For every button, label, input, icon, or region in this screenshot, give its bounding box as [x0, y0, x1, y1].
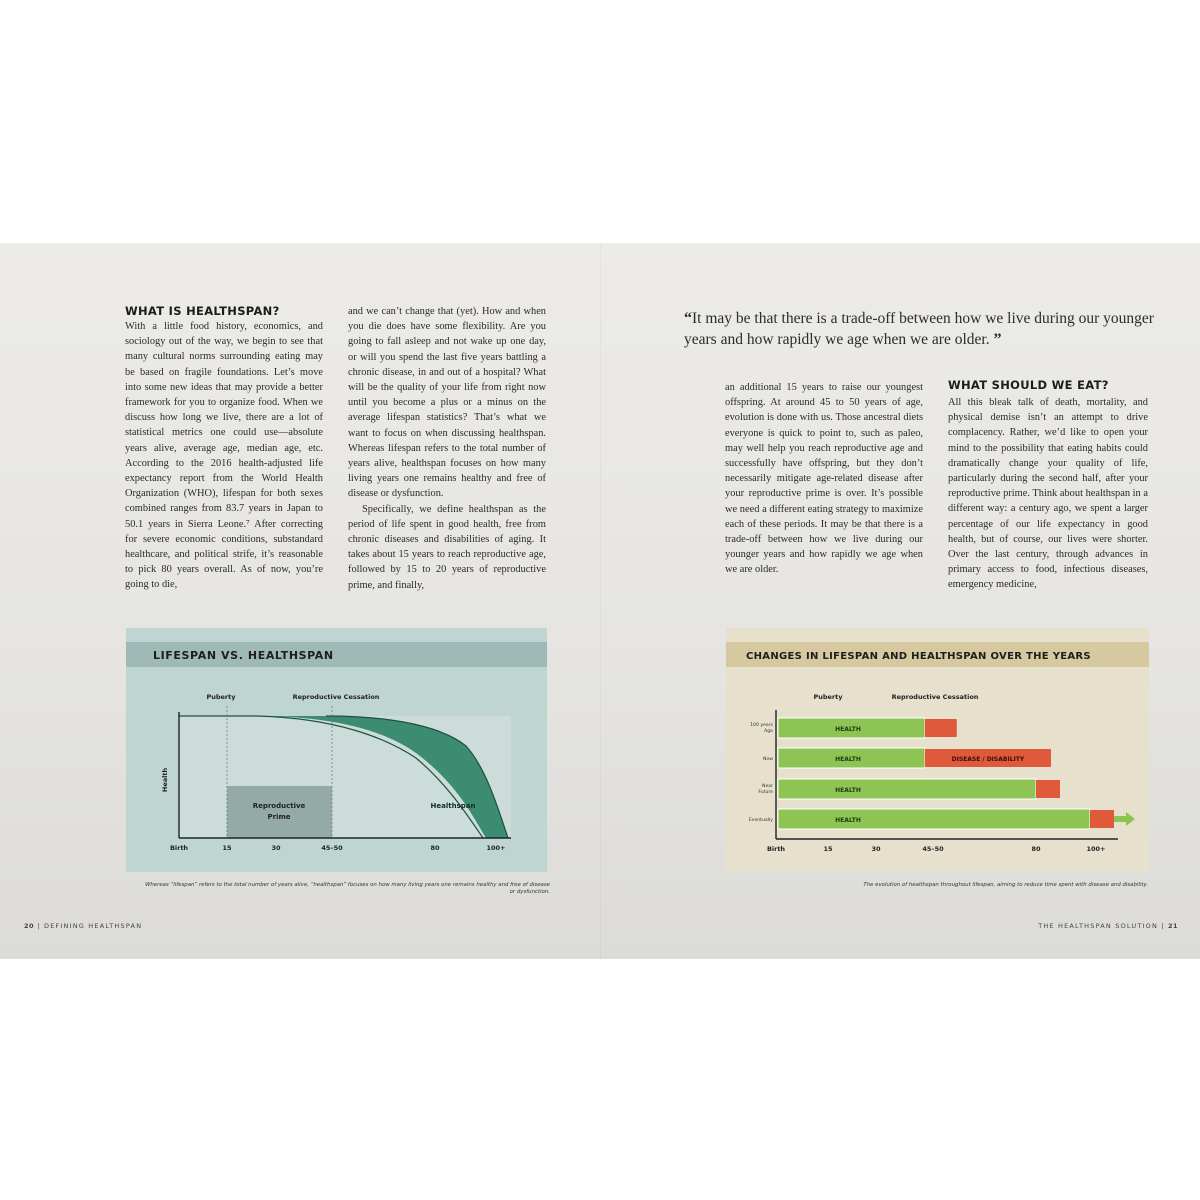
puberty-label: Puberty	[813, 693, 843, 701]
page-number: 21	[1167, 922, 1178, 930]
left-column-2	[348, 304, 546, 593]
x-tick-label: 15	[823, 845, 833, 853]
category-label: Now	[762, 757, 773, 762]
left-column-1	[125, 319, 323, 593]
running-head: THE HEALTHSPAN SOLUTION	[1038, 922, 1159, 930]
heading-what-is-healthspan: WHAT IS HEALTHSPAN?	[125, 304, 280, 318]
reproductive-prime-label-2: Prime	[267, 813, 291, 821]
x-tick-label: 80	[430, 844, 440, 852]
open-quote-mark: “	[684, 310, 692, 327]
reproductive-prime-label-1: Reproductive	[252, 802, 306, 810]
right-figure-caption: The evolution of healthspan throughout lifespan, aiming to reduce time spent with disease and disability.	[863, 882, 1148, 888]
paragraph: With a little food history, economics, and sociology out of the way, we begin to see that many cultural norms surrounding eating may be based on fragile foundations. Let’s move into some new ideas that may provide a better framework for you to organize food. When we discuss how long we live, there are a lot of statistical metrics one could use—absolute years alive, average age, median age, etc. According to the 2016 health-adjusted life expectancy report from the World Health Organization (WHO), lifespan for both sexes combined ranges from 83.7 years in Japan to 50.1 years in Sierra Leone.⁷ After correcting for severe economic conditions, substandard healthcare, and political strife, it’s reasonable to pick 80 years overall. As of now, you’re going to die,	[125, 321, 323, 591]
disease-bar	[1036, 780, 1060, 798]
disease-bar-label: DISEASE / DISABILITY	[951, 756, 1025, 763]
paragraph: and we can’t change that (yet). How and when you die does have some flexibility. Are you going to fall asleep and not wake up one day, or will you spend the last five years battling a chronic disease, in and out of a hospital? What will be the quality of your life from right now until you become a plus or a minus on the average lifespan statistics? That’s what we want to focus on when discussing healthspan. Whereas lifespan refers to the total number of years alive, healthspan focuses on how many living years one remains healthy and free of disease or dysfunction.	[348, 306, 546, 500]
running-head: DEFINING HEALTHSPAN	[43, 922, 143, 930]
x-tick-label: 30	[871, 845, 881, 853]
category-label: 100 years Ago	[750, 723, 773, 734]
x-tick-label: 100+	[486, 844, 506, 852]
heading-what-should-we-eat: WHAT SHOULD WE EAT?	[948, 378, 1109, 392]
right-column-2	[948, 395, 1148, 593]
lifespan-vs-healthspan-figure	[126, 628, 547, 872]
changes-chart	[726, 628, 1149, 872]
lifespan-chart	[126, 628, 547, 872]
right-column-1	[725, 380, 923, 578]
disease-bar	[1090, 810, 1114, 828]
right-folio: THE HEALTHSPAN SOLUTION | 21	[1038, 922, 1178, 930]
x-tick-label: Birth	[766, 845, 786, 853]
x-tick-label: 45–50	[321, 844, 343, 852]
cessation-label: Reproductive Cessation	[891, 693, 979, 701]
x-tick-label: 100+	[1086, 845, 1106, 853]
changes-figure	[726, 628, 1149, 872]
x-tick-label: 45–50	[922, 845, 944, 853]
left-figure-caption: Whereas “lifespan” refers to the total number of years alive, “healthspan” focuses on how many living years one remains healthy and free of disease or dysfunction.	[145, 882, 550, 895]
chart-title: CHANGES IN LIFESPAN AND HEALTHSPAN OVER THE YEARS	[746, 651, 1091, 662]
pull-quote-text: It may be that there is a trade-off between how we live during our younger years and how rapidly we age when we are older.	[684, 310, 1154, 348]
health-bar-label: HEALTH	[835, 756, 861, 763]
x-tick-label: 15	[222, 844, 232, 852]
healthspan-label: Healthspan	[430, 802, 476, 810]
x-tick-label: 80	[1031, 845, 1041, 853]
paragraph: All this bleak talk of death, mortality, and physical demise isn’t an attempt to drive complacency. Rather, we’d like to open your mind to the possibility that eating habits could dramatically change your quality of life, particularly during the second half, after your reproductive prime. Think about healthspan in a different way: a century ago, we spent a larger percentage of our life expectancy in good health, but of course, our lives were shorter. Over the last century, through advances in primary access to food, infectious diseases, emergency medicine,	[948, 397, 1148, 591]
cessation-label: Reproductive Cessation	[292, 693, 380, 701]
category-label: Eventually	[748, 818, 773, 823]
x-tick-label: 30	[271, 844, 281, 852]
close-quote-mark: ”	[993, 331, 1002, 348]
y-axis-label: Health	[161, 767, 169, 793]
health-bar	[778, 779, 1036, 799]
chart-title: LIFESPAN VS. HEALTHSPAN	[153, 649, 334, 662]
health-bar-label: HEALTH	[835, 817, 861, 824]
reproductive-prime-region	[227, 786, 332, 838]
pull-quote	[684, 308, 1154, 350]
puberty-label: Puberty	[206, 693, 236, 701]
health-bar-label: HEALTH	[835, 787, 861, 794]
disease-bar	[925, 719, 957, 737]
left-folio: 20 | DEFINING HEALTHSPAN	[24, 922, 143, 930]
health-bar-label: HEALTH	[835, 726, 861, 733]
page-number: 20	[24, 922, 35, 930]
health-bar	[778, 809, 1090, 829]
x-tick-label: Birth	[169, 844, 189, 852]
paragraph: Specifically, we define healthspan as the period of life spent in good health, free from chronic diseases and disabilities of aging. It takes about 15 years to reach reproductive age, followed by 15 to 20 years of reproductive prime, and finally,	[348, 503, 546, 591]
paragraph: an additional 15 years to raise our youngest offspring. At around 45 to 50 years of age, evolution is done with us. Those ancestral diets everyone is quick to point to, such as paleo, may well help you reach reproductive age and successfully have offspring, but they don’t necessarily mitigate age-related disease after your reproductive prime is over. It’s possible we need a different eating strategy to maximize each of these periods. It may be that there is a trade-off between how we live during our younger years and how rapidly we age when we are older.	[725, 382, 923, 576]
category-label: Near Future	[758, 784, 773, 795]
